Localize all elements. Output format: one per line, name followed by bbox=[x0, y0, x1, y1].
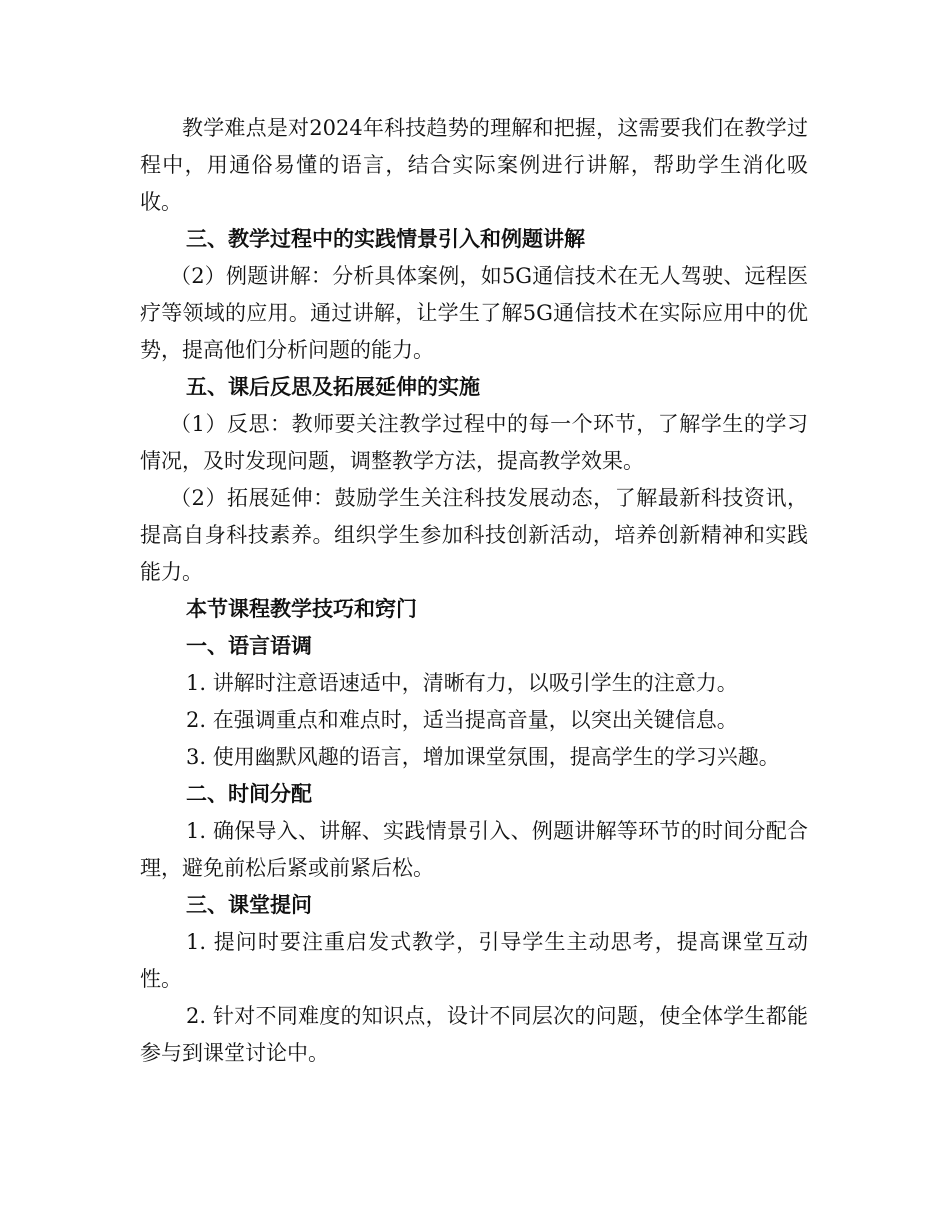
document-page bbox=[140, 110, 808, 1072]
heading-practice: 三、教学过程中的实践情景引入和例题讲解 bbox=[186, 227, 585, 251]
list-item-time-1: 1. 确保导入、讲解、实践情景引入、例题讲解等环节的时间分配合理，避免前松后紧或前紧后松。 bbox=[140, 819, 808, 880]
paragraph-reflection: （1）反思：教师要关注教学过程中的每一个环节，了解学生的学习情况，及时发现问题，调整教学方法，提高教学效果。 bbox=[140, 412, 808, 473]
list-item-language-3: 3. 使用幽默风趣的语言，增加课堂氛围，提高学生的学习兴趣。 bbox=[186, 745, 780, 769]
paragraph-difficulty: 教学难点是对2024年科技趋势的理解和把握，这需要我们在教学过程中，用通俗易懂的语言，结合实际案例进行讲解，帮助学生消化吸收。 bbox=[140, 116, 808, 214]
heading-language: 一、语言语调 bbox=[186, 634, 312, 658]
list-item-language-2: 2. 在强调重点和难点时，适当提高音量，以突出关键信息。 bbox=[186, 708, 738, 732]
heading-time: 二、时间分配 bbox=[186, 782, 312, 806]
list-item-question-1: 1. 提问时要注重启发式教学，引导学生主动思考，提高课堂互动性。 bbox=[140, 930, 808, 991]
list-item-language-1: 1. 讲解时注意语速适中，清晰有力，以吸引学生的注意力。 bbox=[186, 671, 738, 695]
paragraph-example: （2）例题讲解：分析具体案例，如5G通信技术在无人驾驶、远程医疗等领域的应用。通过讲解，让学生了解5G通信技术在实际应用中的优势，提高他们分析问题的能力。 bbox=[140, 264, 808, 362]
heading-reflection: 五、课后反思及拓展延伸的实施 bbox=[186, 375, 480, 399]
list-item-question-2: 2. 针对不同难度的知识点，设计不同层次的问题，使全体学生都能参与到课堂讨论中。 bbox=[140, 1004, 808, 1065]
heading-question: 三、课堂提问 bbox=[186, 893, 312, 917]
heading-tips: 本节课程教学技巧和窍门 bbox=[186, 597, 417, 621]
paragraph-extension: （2）拓展延伸：鼓励学生关注科技发展动态，了解最新科技资讯，提高自身科技素养。组织学生参加科技创新活动，培养创新精神和实践能力。 bbox=[140, 486, 808, 584]
